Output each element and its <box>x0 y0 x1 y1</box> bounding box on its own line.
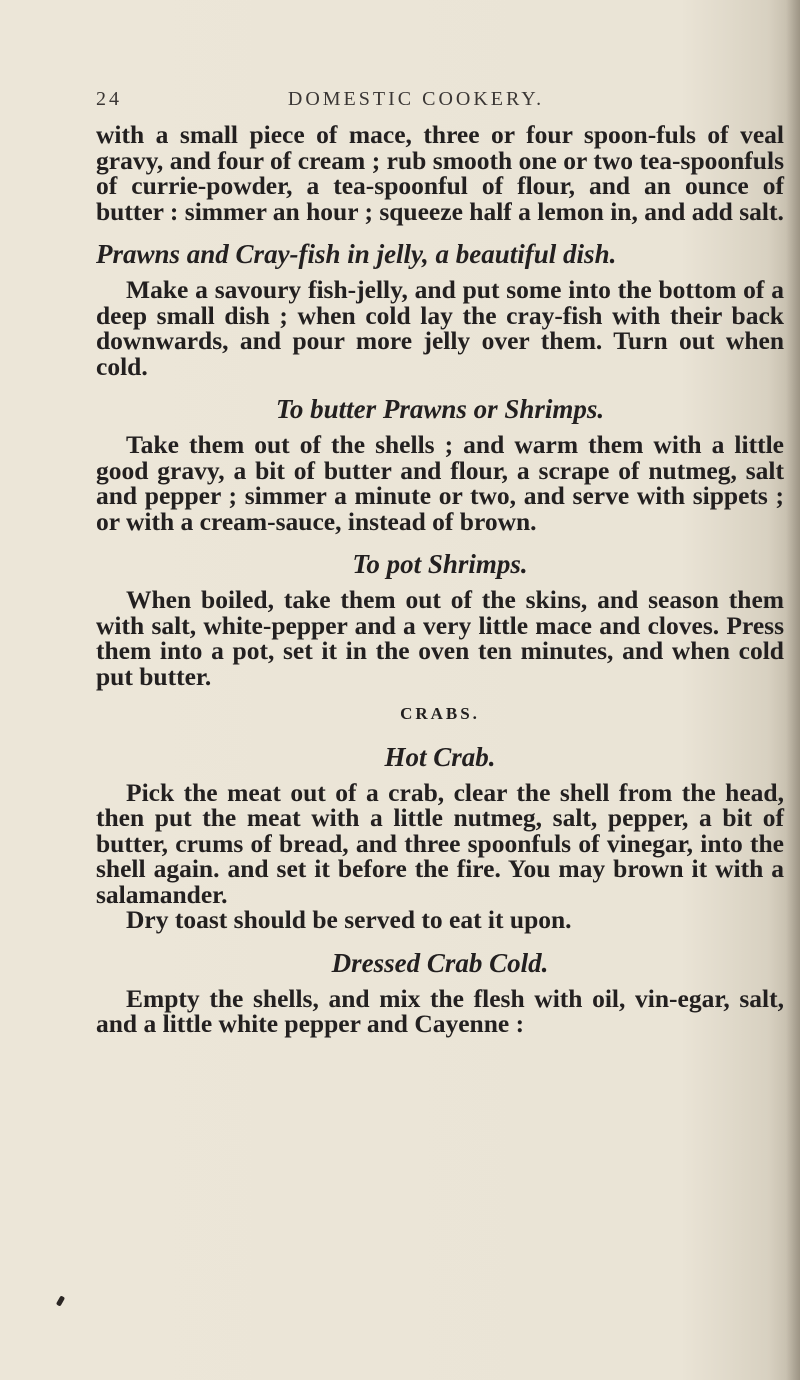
ink-blot <box>56 1295 65 1306</box>
recipe-title-butter-prawns: To butter Prawns or Shrimps. <box>275 394 605 424</box>
recipe-note-hot-crab: Dry toast should be served to eat it upon. <box>126 905 572 934</box>
page-text <box>96 122 784 1037</box>
recipe-title-prawns-jelly: Prawns and Cray-fish in jelly, a beautiful dish. <box>96 239 617 269</box>
recipe-body-butter-prawns: Take them out of the shells ; and warm them with a little good gravy, a bit of butter and flour, a scrape of nutmeg, salt and pepper ; simmer a minute or two, and serve with sippets ; or with a cream-sauce, instead of brown. <box>96 430 784 536</box>
recipe-body-dressed-crab: Empty the shells, and mix the flesh with oil, vin-egar, salt, and a little white pepper and Cayenne : <box>96 983 784 1038</box>
intro-paragraph: with a small piece of mace, three or four spoon-fuls of veal gravy, and four of cream ; rub smooth one or two tea-spoonfuls of currie-powder, a tea-spoonful of flour, and an ounce of butter : simmer an hour ; squeeze half a lemon in, and add salt. <box>96 120 784 226</box>
recipe-title-pot-shrimps: To pot Shrimps. <box>352 549 528 579</box>
recipe-title-dressed-crab: Dressed Crab Cold. <box>331 947 549 978</box>
running-head <box>96 88 736 116</box>
page-edge-shadow <box>786 0 800 1380</box>
recipe-body-pot-shrimps: When boiled, take them out of the skins, and season them with salt, white-pepper and a very little mace and cloves. Press them into a pot, set it in the oven ten minutes, and when cold put butter. <box>96 585 784 691</box>
running-title: DOMESTIC COOKERY. <box>287 88 545 110</box>
section-heading-crabs: CRABS. <box>400 704 480 723</box>
recipe-body-prawns-jelly: Make a savoury fish-jelly, and put some into the bottom of a deep small dish ; when cold lay the cray-fish with their back downwards, and pour more jelly over them. Turn out when cold. <box>96 275 784 381</box>
page-number: 24 <box>96 88 122 110</box>
recipe-body-hot-crab: Pick the meat out of a crab, clear the shell from the head, then put the meat with a little nutmeg, salt, pepper, a bit of butter, crums of bread, and three spoonfuls of vinegar, into the shell again. and set it before the fire. You may brown it with a salamander. <box>96 777 784 909</box>
recipe-title-hot-crab: Hot Crab. <box>384 741 496 772</box>
